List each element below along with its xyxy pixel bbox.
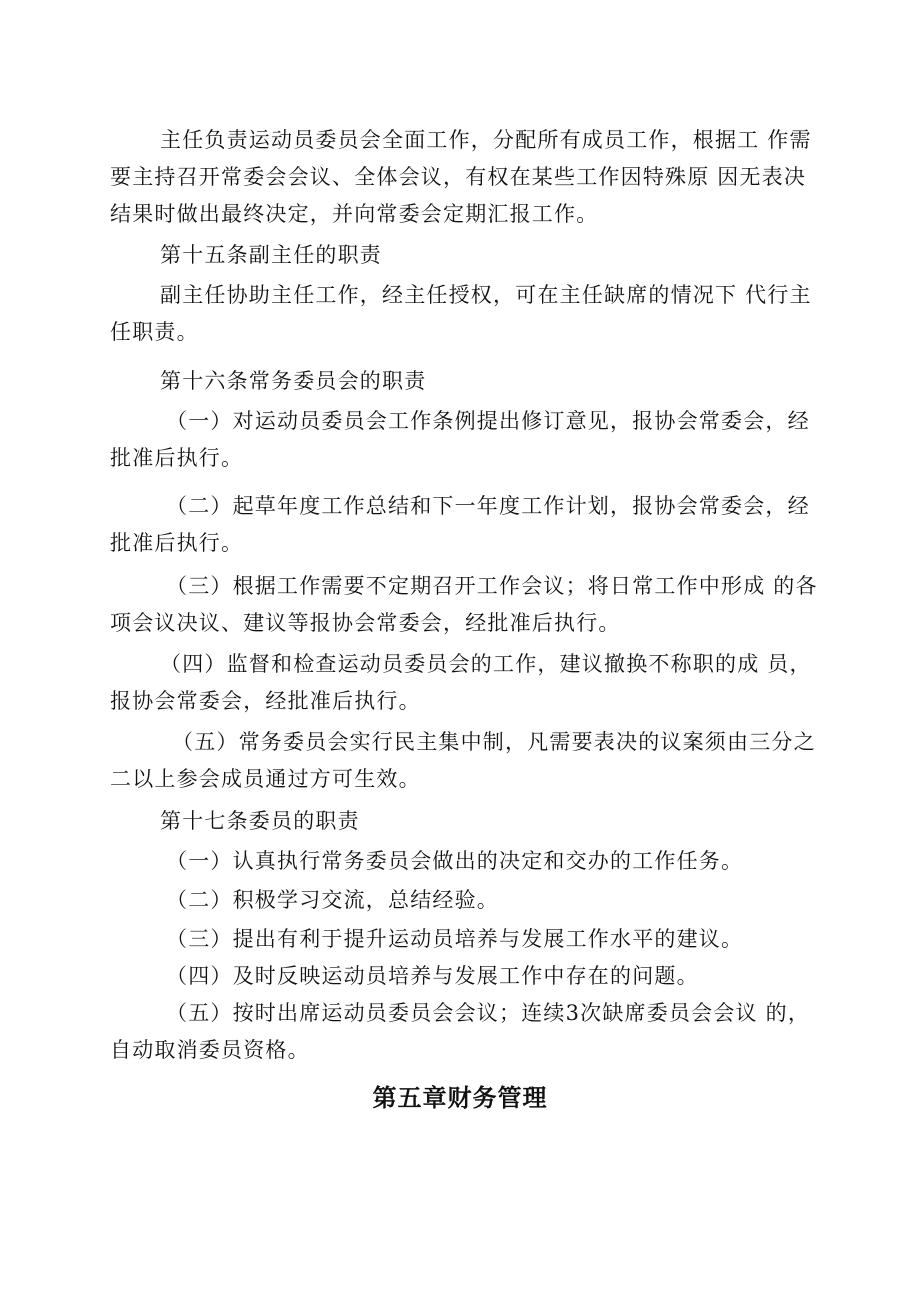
- article-16-heading: 第十六条常务委员会的职责: [160, 369, 427, 393]
- article-16-item-3: （三）根据工作需要不定期召开工作会议；将日常工作中形成 的各项会议决议、建议等报协会常委会，经批准后执行。: [110, 574, 818, 635]
- article-17-item-3: （三）提出有利于提升运动员培养与发展工作水平的建议。: [166, 927, 744, 951]
- article-16-item-4: （四）监督和检查运动员委员会的工作，建议撤换不称职的成 员，报协会常委会，经批准后执行。: [110, 652, 812, 713]
- article-17-item-5: （五）按时出席运动员委员会会议；连续3次缺席委员会会议 的，自动取消委员资格。: [110, 1001, 811, 1062]
- article-17-item-4: （四）及时反映运动员培养与发展工作中存在的问题。: [166, 964, 699, 988]
- article-15-heading: 第十五条副主任的职责: [160, 243, 382, 267]
- paragraph-director-duties: 主任负责运动员委员会全面工作，分配所有成员工作，根据工 作需要主持召开常委会会议、全体会议，有权在某些工作因特殊原 因无表决结果时做出最终决定，并向常委会定期汇报工作。: [110, 128, 812, 226]
- article-16-item-5: （五）常务委员会实行民主集中制，凡需要表决的议案须由三分之二以上参会成员通过方可生效。: [110, 730, 816, 791]
- chapter-title: 第五章财务管理: [372, 1084, 548, 1112]
- article-17-heading: 第十七条委员的职责: [160, 809, 360, 833]
- article-16-item-1: （一）对运动员委员会工作条例提出修订意见，报协会常委会，经批准后执行。: [110, 409, 810, 470]
- article-16-item-2: （二）起草年度工作总结和下一年度工作计划，报协会常委会，经批准后执行。: [110, 494, 810, 555]
- article-17-item-2: （二）积极学习交流，总结经验。: [166, 888, 499, 912]
- article-17-item-1: （一）认真执行常务委员会做出的决定和交办的工作任务。: [166, 849, 744, 873]
- paragraph-deputy-duties: 副主任协助主任工作，经主任授权，可在主任缺席的情况下 代行主任职责。: [110, 283, 812, 344]
